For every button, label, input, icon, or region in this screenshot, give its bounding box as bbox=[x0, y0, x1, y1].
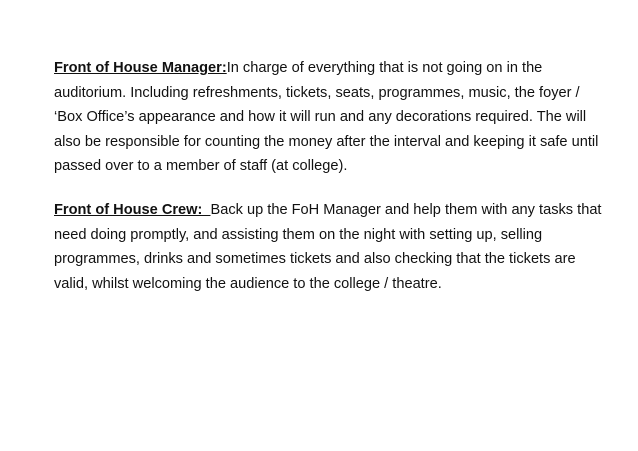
role-heading: Front of House Crew: bbox=[54, 202, 211, 218]
paragraph-line: passed over to a member of staff (at college). bbox=[54, 158, 348, 174]
paragraph-line bbox=[54, 198, 602, 223]
paragraph-line: auditorium. Including refreshments, tickets, seats, programmes, music, the foyer / bbox=[54, 84, 580, 101]
role-heading: Front of House Manager: bbox=[54, 60, 227, 76]
front-of-house-crew-section bbox=[54, 198, 602, 296]
description-text: Back up the FoH Manager and help them with any tasks that bbox=[210, 202, 602, 218]
paragraph-line: ‘Box Office’s appearance and how it will run and any decorations required. The will bbox=[54, 109, 587, 125]
paragraph-line: programmes, drinks and sometimes tickets and also checking that the tickets are bbox=[54, 251, 576, 267]
description-text: In charge of everything that is not going on in the bbox=[226, 60, 543, 76]
paragraph-line bbox=[54, 56, 602, 81]
front-of-house-manager-section bbox=[54, 56, 602, 179]
paragraph-line: need doing promptly, and assisting them on the night with setting up, selling bbox=[54, 226, 543, 243]
paragraph-line: also be responsible for counting the money after the interval and keeping it safe until bbox=[54, 133, 599, 150]
paragraph-line: valid, whilst welcoming the audience to the college / theatre. bbox=[54, 275, 442, 292]
